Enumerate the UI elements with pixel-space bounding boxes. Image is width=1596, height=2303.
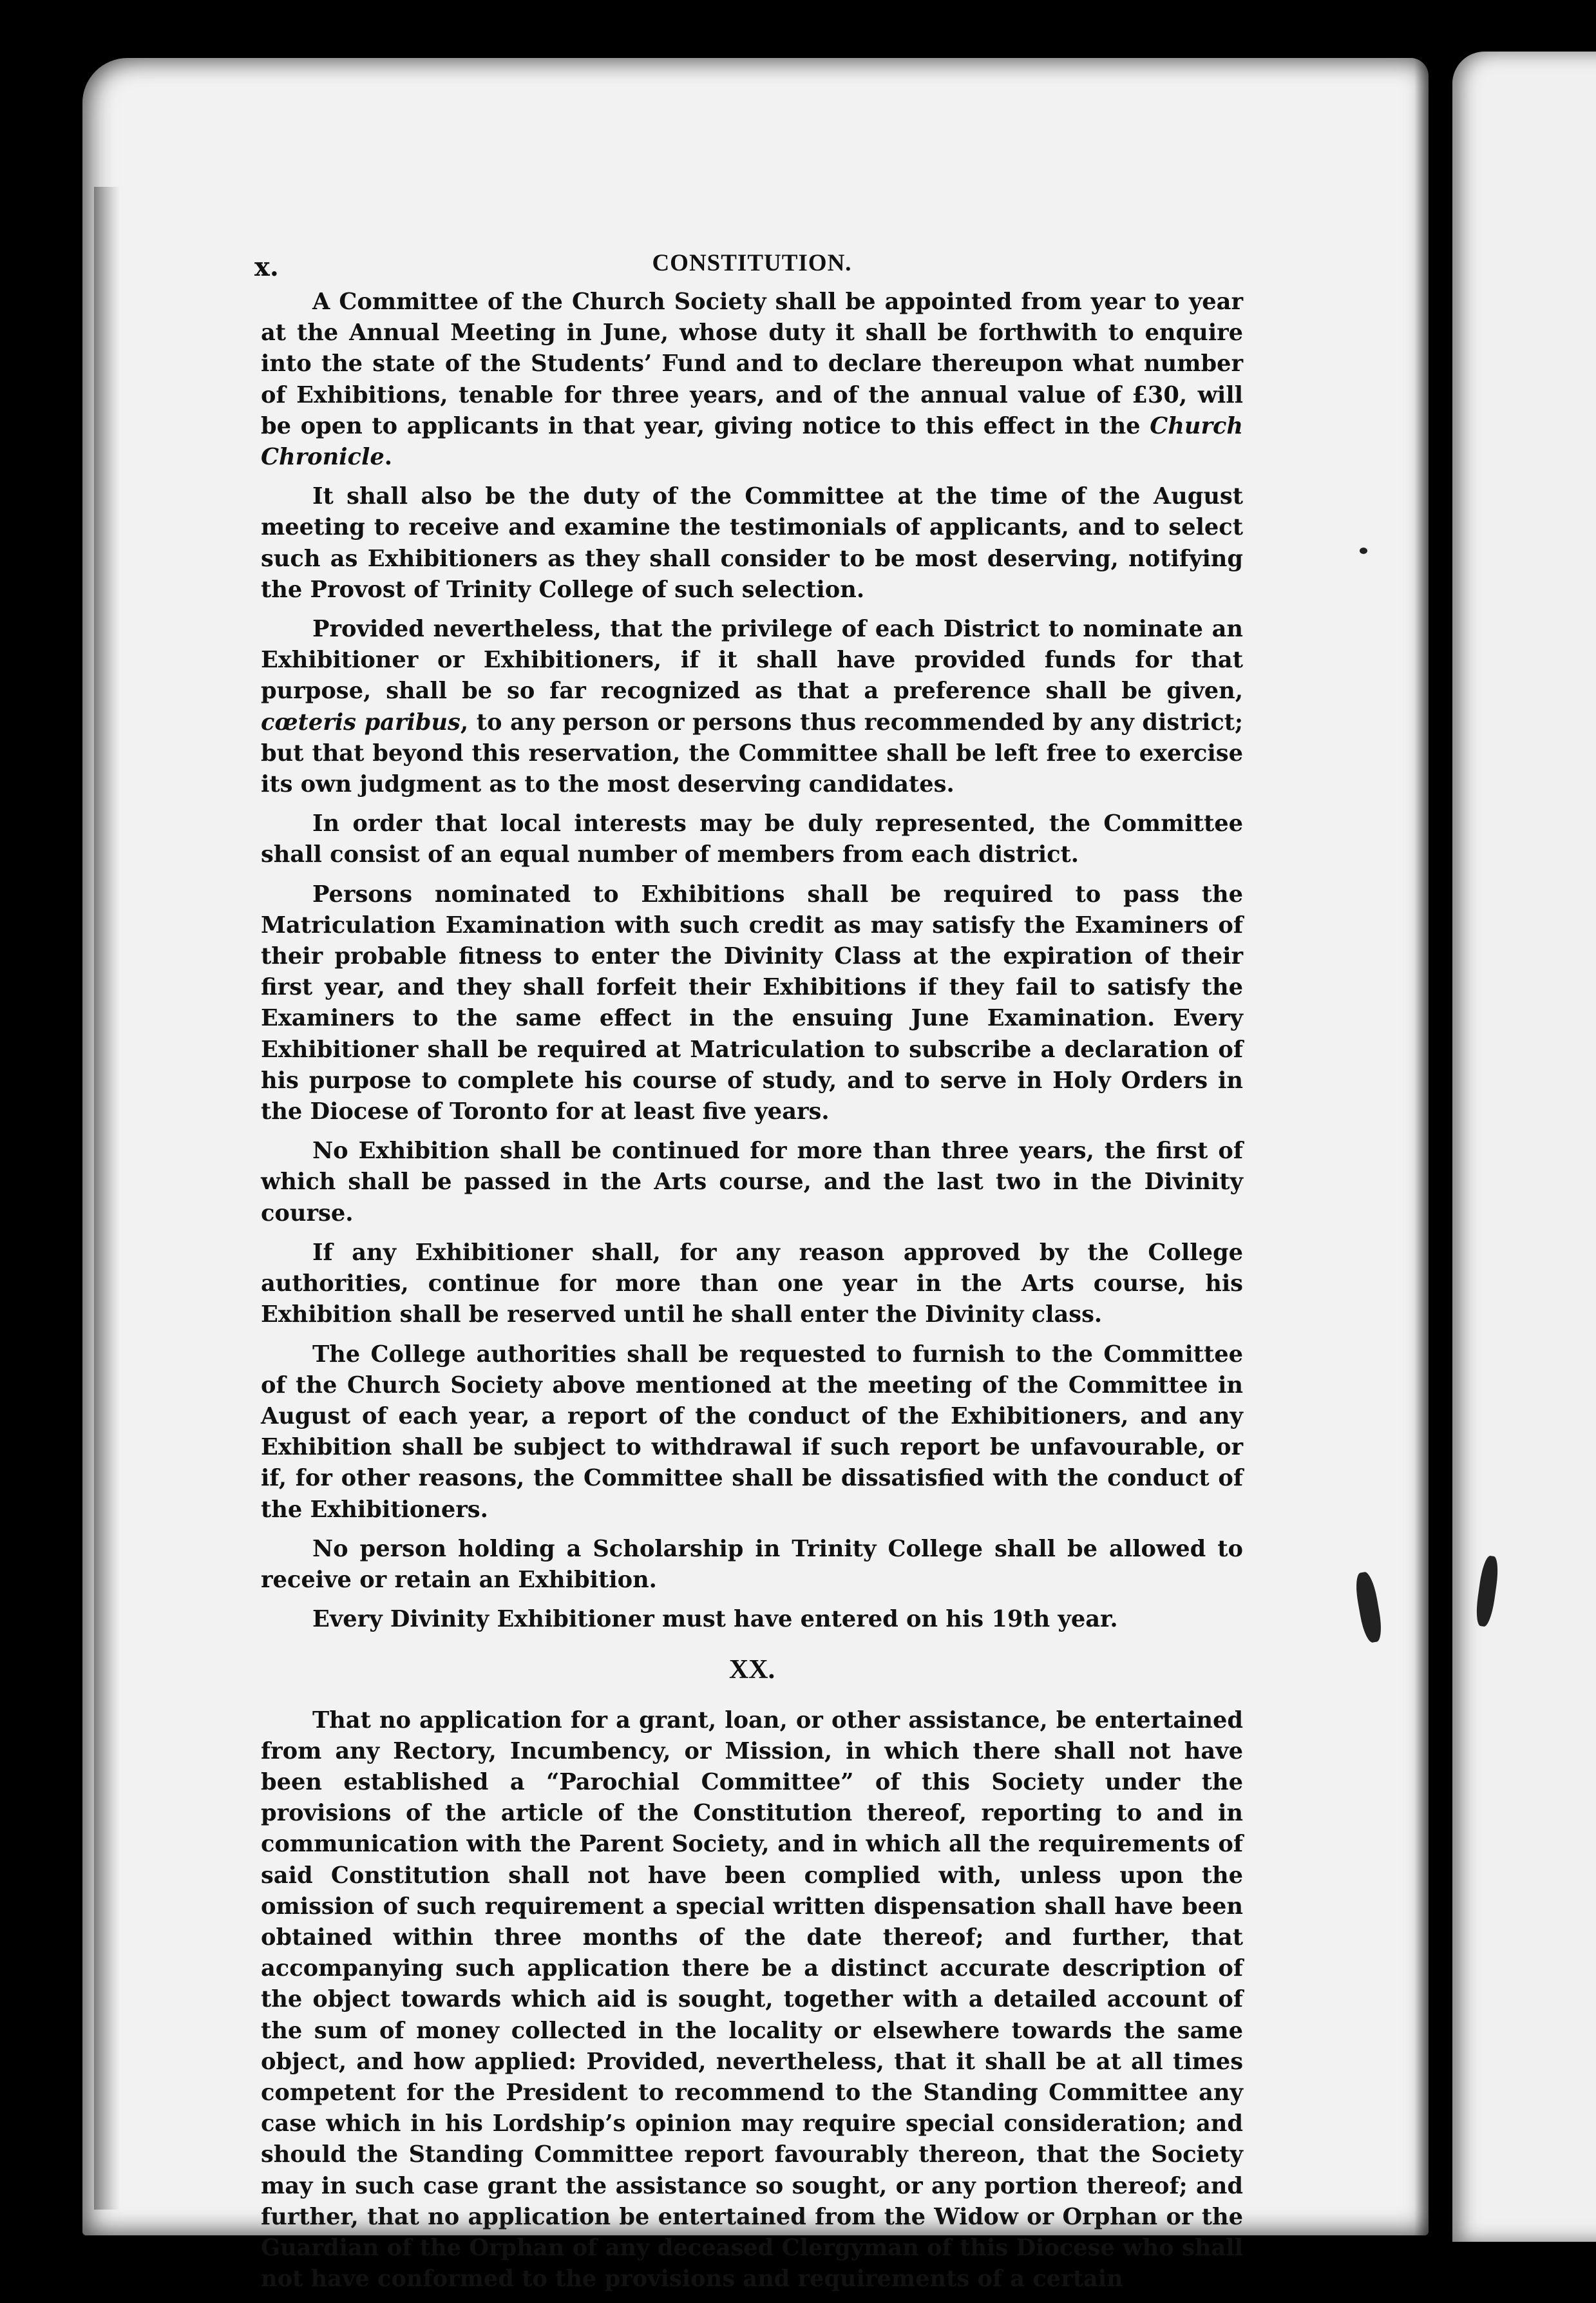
paragraph: The College authorities shall be requested to furnish to the Committee of the Church Society above mentioned at the meeting of the Committee in August of each year, a report of the conduct of the Exhibitioners, and any Exhibition shall be subject to withdrawal if such report be unfavourable, or if, for other reasons, the Committee shall be dissatisfied with the conduct of the Exhibitioners.: [261, 1341, 1243, 1523]
page-number: x.: [254, 252, 279, 282]
paragraph: A Committee of the Church Society shall be appointed from year to year at the Annual Meeting in June, whose duty it shall be forthwith to enquire into the state of the Students’ Fund and to declare thereupon what number of Exhibitions, tenable for three years, and of the annual value of £30, will be open to applicants in that year, giving notice to this effect in the Church Chronicle.: [261, 289, 1243, 471]
running-head: CONSTITUTION.: [652, 250, 852, 276]
section-heading: XX.: [728, 1655, 775, 1685]
paragraph: No person holding a Scholarship in Trinity College shall be allowed to receive or retain an Exhibition.: [261, 1535, 1243, 1593]
paragraph: Provided nevertheless, that the privilege of each District to nominate an Exhibitioner or Exhibitioners, if it shall have provided funds for that purpose, shall be so far recognized as that a preference shall be given, cœteris paribus, to any person or persons thus recommended by any district; but that beyond this reservation, the Committee shall be left free to exercise its own judgment as to the most deserving candidates.: [261, 616, 1243, 798]
paragraph: It shall also be the duty of the Committee at the time of the August meeting to receive and examine the testimonials of applicants, and to select such as Exhibitioners as they shall consider to be most deserving, notifying the Provost of Trinity College of such selection.: [261, 483, 1243, 603]
section-exhibitions: [261, 287, 1243, 1635]
paragraph: Every Divinity Exhibitioner must have entered on his 19th year.: [312, 1606, 1118, 1633]
paragraph: In order that local interests may be duly represented, the Committee shall consist of an equal number of members from each district.: [261, 810, 1243, 868]
paragraph: That no application for a grant, loan, or other assistance, be entertained from any Rectory, Incumbency, or Mission, in which there shall not have been established a “Parochial Committee” of this Society under the provisions of the article of the Constitution thereof, reporting to and in communication with the Parent Society, and in which all the requirements of said Constitution shall not have been complied with, unless upon the omission of such requirement a special written dispensation shall have been obtained within three months of the date thereof; and further, that accompanying such application there be a distinct accurate description of the object towards which aid is sought, together with a detailed account of the sum of money collected in the locality or elsewhere towards the same object, and how applied: Provided, nevertheless, that it shall be at all times competent for the President to recommend to the Standing Committee any case which in his Lordship’s opinion may require special consideration; and should the Standing Committee report favourably thereon, that the Society may in such case grant the assistance so sought, or any portion thereof; and further, that no application be entertained from the Widow or Orphan or the Guardian of the Orphan of any deceased Clergyman of this Diocese who shall not have conformed to the provisions and requirements of a certain: [261, 1706, 1243, 2293]
section-applications: [261, 1705, 1243, 2295]
page-header: [254, 248, 1243, 284]
paragraph: Persons nominated to Exhibitions shall be required to pass the Matriculation Examination with such credit as may satisfy the Examiners of their probable fitness to enter the Divinity Class at the expiration of their first year, and they shall forfeit their Exhibitions if they fail to satisfy the Examiners to the same effect in the ensuing June Examination. Every Exhibitioner shall be required at Matriculation to subscribe a declaration of his purpose to complete his course of study, and to serve in Holy Orders in the Diocese of Toronto for at least five years.: [261, 881, 1243, 1125]
paragraph: If any Exhibitioner shall, for any reason approved by the College authorities, continue for more than one year in the Arts course, his Exhibition shall be reserved until he shall enter the Divinity class.: [261, 1239, 1243, 1328]
adjacent-page-edge: [1452, 52, 1596, 2242]
page-content: [254, 248, 1243, 2303]
ink-speck: [1360, 548, 1367, 554]
paragraph: No Exhibition shall be continued for more than three years, the first of which shall be passed in the Arts course, and the last two in the Divinity course.: [261, 1138, 1243, 1227]
